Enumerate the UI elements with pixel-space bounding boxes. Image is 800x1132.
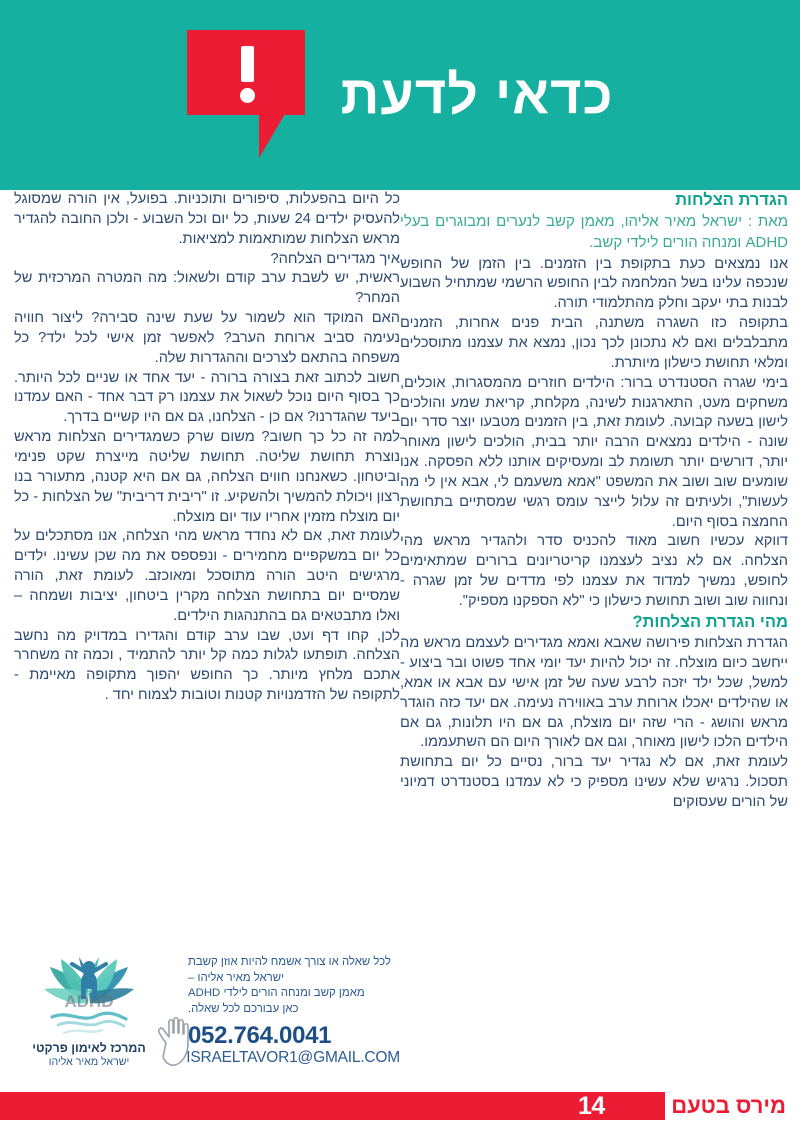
bubble-tail: [259, 114, 285, 158]
paragraph: חשוב לכתוב זאת בצורה ברורה - יעד אחד או שניים לכל היותר. כך בסוף היום נוכל לשאול את עצמנו רק דבר אחד - האם עמדנו ביעד שהגדרנו? אם כן - הצלחנו, גם אם היו קשיים בדרך.: [14, 369, 400, 426]
paragraph: בתקופה כזו השגרה משתנה, הבית פנים אחרות, הזמנים מתבלבלים ואם לא נתכונן לכך נכון, נמצא את עצמנו מתוסכלים ומלאי תחושת כישלון מיותרת.: [400, 315, 788, 371]
page-number: 14: [578, 1092, 605, 1120]
page-title: כדאי לדעת: [340, 65, 614, 125]
paragraph: ראשית, יש לשבת ערב קודם ולשאול: מה המטרה המרכזית של המחר?: [14, 270, 400, 307]
exclamation-dot: [240, 88, 255, 103]
section-heading-what-is-success: מהי הגדרת הצלחות?: [632, 612, 788, 631]
contact-details: [188, 955, 400, 1066]
logo-mark-text: ADHD: [64, 992, 114, 1011]
page-header: [0, 0, 800, 190]
paragraph: בימי שגרה הסטנדרט ברור: הילדים חוזרים מהמסגרות, אוכלים, משחקים מעט, התארגנות לשינה, מקלחת, קריאת שמע והולכים לישון בשעה קבועה. לעומת זאת, בין הזמנים מטבעו יוצר סדר יום שונה - הילדים נמצאים הרבה יותר בבית, הולכים לישון מאוחר יותר, דורשים יותר תשומת לב ומעסיקים אותנו ללא הפסקה. אנו שומעים שוב ושוב את המשפט "אמא משעמם לי, אבא אין לי מה לעשות", ולעיתים זה עלול לייצר עומס רגשי שמסתיים בתחושת החמצה בסוף היום.: [400, 374, 788, 530]
footer-brand-logo: מירס בטעם: [665, 1092, 792, 1120]
paragraph: האם המוקד הוא לשמור על שעת שינה סבירה? ליצור חוויה נעימה סביב ארוחת הערב? לאפשר זמן אישי לכל ילד? כל משפחה בהתאם לצרכים וההגדרות שלה.: [14, 310, 400, 366]
article-byline: מאת : ישראל מאיר אליהו, מאמן קשב לנערים ומבוגרים בעלי ADHD ומנחה הורים לילדי קשב.: [400, 213, 788, 251]
footer-brand-tail: [739, 1119, 748, 1130]
section-heading-definition: הגדרת הצלחות: [675, 191, 788, 209]
paragraph: כל היום בהפעלות, סיפורים ותוכניות. בפועל, אין הורה שמסוגל להעסיק ילדים 24 שעות, כל יום וכל השבוע - ולכן החובה להגדיר מראש הצלחות שמותאמות למציאות.: [14, 191, 400, 247]
paragraph: למה זה כל כך חשוב? משום שרק כשמגדירים הצלחות מראש נוצרת תחושת שליטה. תחושת שליטה מייצרת שקט פנימי וביטחון. כשאנחנו חווים הצלחה, גם אם היא קטנה, מתעורר בנו רצון ויכולת להמשיך ולהשקיע. זו "ריבית דריבית" של הצלחות - כל יום מוצלח מזמין אחריו עוד יום מוצלח.: [14, 429, 400, 525]
logo-burst-mark: [34, 957, 144, 1041]
adhd-center-logo: [18, 957, 160, 1073]
paragraph: דווקא עכשיו חשוב מאוד להכניס סדר ולהגדיר מראש מהי הצלחה. אם לא נציב לעצמנו קריטריונים ברורים שמתאימים לחופש, נמשיך למדוד את עצמנו לפי מדדים של זמן שגרה - ונחווה שוב ושוב תחושת כישלון כי "לא הספקנו מספיק".: [400, 533, 788, 609]
contact-email[interactable]: ISRAELTAVOR1@GMAIL.COM: [186, 1048, 400, 1066]
exclamation-speech-bubble-icon: [187, 30, 305, 160]
logo-subtitle: ישראל מאיר אליהו: [48, 1056, 130, 1068]
article-column-right: [400, 190, 788, 813]
paragraph: לעומת זאת, אם לא נחדד מראש מהי הצלחה, אנו מסתכלים על כל יום במשקפיים מחמירים - ונפספס את מה שכן עשינו. ילדים מרגישים היטב הורה מתוסכל ומאוכזב. לעומת זאת, הורה שמסיים יום בתחושת הצלחה מקרין ביטחון, יציבות ושמחה – ואלו מתבטאים גם בהתנהגות הילדים.: [14, 528, 400, 624]
contact-block: [14, 955, 400, 1075]
contact-line-4: כאן עבורכם לכל שאלה.: [188, 1003, 299, 1016]
exclamation-bar: [241, 46, 254, 82]
paragraph: הגדרת הצלחות פירושה שאבא ואמא מגדירים לעצמם מראש מה ייחשב כיום מוצלח. זה יכול להיות יעד יומי אחד פשוט ובר ביצוע - למשל, שכל ילד יזכה לרבע שעה של זמן אישי עם אבא או אמא, או שהילדים יאכלו ארוחת ערב באווירה נעימה. אם יעד כזה הוגדר מראש והושג - הרי שזה יום מוצלח, גם אם היו תלונות, גם אם הילדים הלכו לישון מאוחר, וגם אם לאורך היום הם השתעממו.: [400, 635, 788, 751]
question-heading: איך מגדירים הצלחה?: [270, 250, 400, 267]
paragraph: לעומת זאת, אם לא נגדיר יעד ברור, נסיים כל יום בתחושת תסכול. נרגיש שלא עשינו מספיק כי לא עמדנו בסטנדרט דמיוני של הורים שעסוקים: [400, 754, 788, 810]
contact-line-3: מאמן קשב ומנחה הורים לילדי ADHD: [188, 987, 365, 1000]
contact-line-1: לכל שאלה או צורך אשמח להיות אוזן קשבת: [188, 956, 391, 968]
page-footer: [0, 1086, 800, 1132]
article-columns: [0, 190, 800, 1080]
contact-phone[interactable]: 052.764.0041: [188, 1021, 332, 1049]
logo-name: המרכז לאימון פרקטי: [32, 1041, 146, 1055]
paragraph: לכן, קחו דף ועט, שבו ערב קודם והגדירו במדויק מה נחשב הצלחה. תופתעו לגלות כמה קל יותר להתמיד , וכמה זה משחרר אתכם מלחץ מיותר. כך החופש יהפוך מתקופה מאיימת - לתקופה של הזדמנויות קטנות וטובות לצמוח יחד .: [14, 627, 400, 704]
paragraph: אנו נמצאים כעת בתקופת בין הזמנים. בין הזמן של החופש שנכפה עלינו בשל המלחמה לבין החופש הרשמי שמתחיל השבוע לבנות בתי יעקב וחלק מהתלמודי תורה.: [400, 255, 788, 312]
article-column-left: [14, 190, 400, 706]
contact-line-2: ישראל מאיר אליהו –: [188, 971, 285, 984]
